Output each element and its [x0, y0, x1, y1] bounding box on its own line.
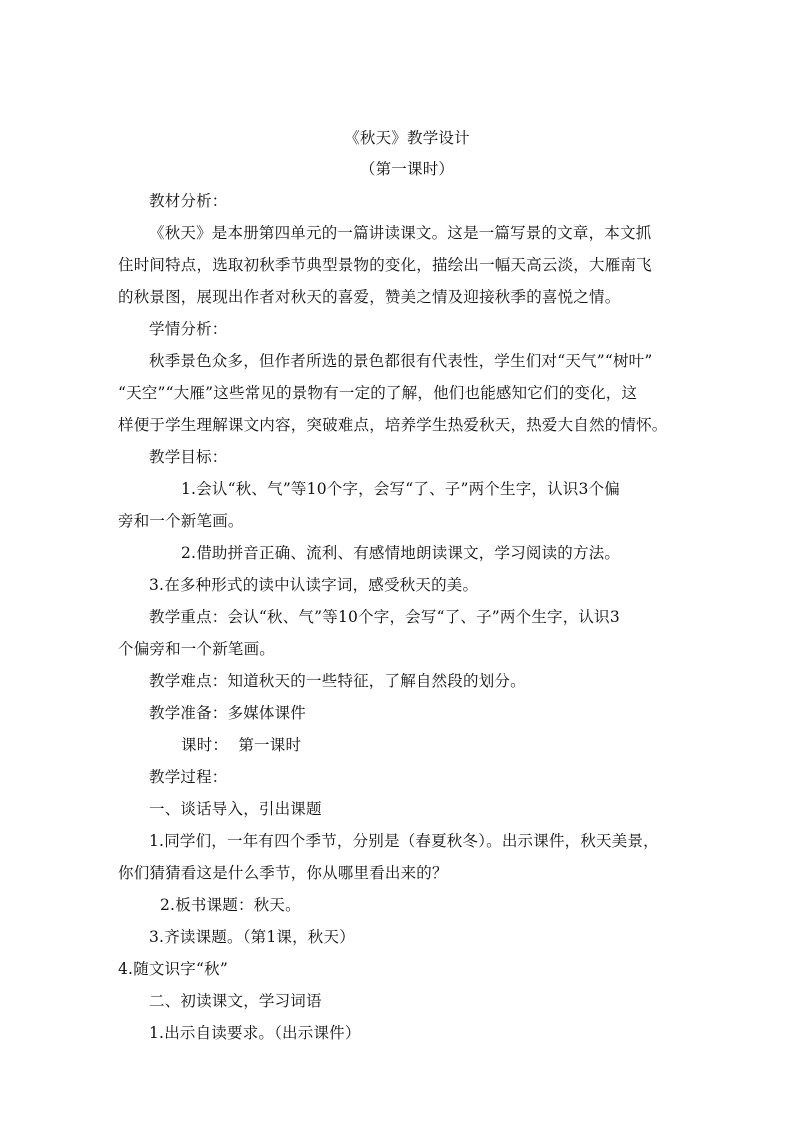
document-title: 《秋天》教学设计 [344, 129, 470, 147]
paragraph-line: 样便于学生理解课文内容，突破难点，培养学生热爱秋天，热爱大自然的情怀。 [118, 416, 668, 434]
list-item: 3.在多种形式的读中认读字词，感受秋天的美。 [149, 576, 479, 594]
list-item: 2.板书课题：秋天。 [160, 896, 301, 914]
paragraph-line: 的秋景图，展现出作者对秋天的喜爱，赞美之情及迎接秋季的喜悦之情。 [118, 288, 621, 306]
list-item-continuation: 旁和一个新笔画。 [118, 512, 244, 530]
section-heading: 学情分析： [149, 320, 228, 338]
section-heading: 教材分析： [149, 192, 228, 210]
list-item: 4.随文识字“秋” [118, 960, 228, 978]
list-item: 1.出示自读要求。（出示课件） [149, 1024, 361, 1042]
section-heading: 教学目标： [149, 448, 228, 466]
list-item: 2.借助拼音正确、流利、有感情地朗读课文，学习阅读的方法。 [181, 544, 621, 562]
paragraph-line: 教学重点：会认“秋、气”等10个字，会写“了、子”两个生字，认识3 [149, 608, 620, 626]
section-heading: 教学过程： [149, 768, 228, 786]
list-item: 1.会认“秋、气”等10个字，会写“了、子”两个生字，认识3个偏 [181, 480, 620, 498]
list-item-continuation: 你们猜猜看这是什么季节，你从哪里看出来的？ [118, 864, 448, 882]
paragraph-line: 个偏旁和一个新笔画。 [118, 640, 276, 658]
paragraph-line: 住时间特点，选取初秋季节典型景物的变化，描绘出一幅天高云淡，大雁南飞 [118, 256, 652, 274]
list-item: 3.齐读课题。（第1课，秋天） [149, 928, 355, 946]
subsection-heading: 二、初读课文，学习词语 [149, 992, 322, 1010]
paragraph-line: 教学准备：多媒体课件 [149, 704, 307, 722]
paragraph-line: 教学难点：知道秋天的一些特征，了解自然段的划分。 [149, 672, 526, 690]
paragraph-line: 秋季景色众多，但作者所选的景色都很有代表性，学生们对“天气”“树叶” [149, 352, 653, 370]
paragraph-line: 课时： 第一课时 [181, 736, 302, 754]
paragraph-line: 《秋天》是本册第四单元的一篇讲读课文。这是一篇写景的文章，本文抓 [149, 224, 652, 242]
subsection-heading: 一、谈话导入，引出课题 [149, 800, 322, 818]
list-item: 1.同学们，一年有四个季节，分别是（春夏秋冬）。出示课件，秋天美景， [149, 832, 659, 850]
document-subtitle: （第一课时） [359, 160, 455, 178]
paragraph-line: “天空”“大雁”这些常见的景物有一定的了解，他们也能感知它们的变化，这 [118, 384, 638, 402]
